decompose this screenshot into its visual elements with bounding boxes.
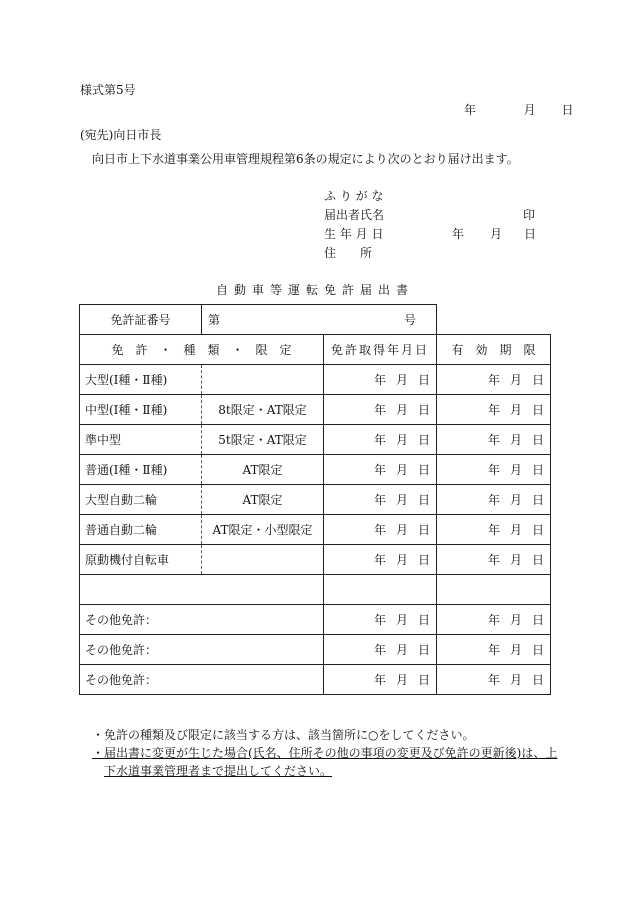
year-label: 年	[487, 643, 500, 657]
month-label: 月	[395, 523, 408, 537]
blank-valid-cell[interactable]	[437, 575, 551, 605]
license-row	[80, 545, 551, 575]
acquired-date-cell[interactable]	[324, 545, 437, 575]
other-license-label[interactable]: その他免許：	[80, 635, 324, 665]
month-label: 月	[395, 673, 408, 687]
license-type-cell: 大型自動二輪	[80, 485, 202, 515]
year-label: 年	[373, 673, 386, 687]
day-label: 日	[531, 403, 544, 417]
year-label: 年	[487, 523, 500, 537]
year-label: 年	[487, 613, 500, 627]
license-type-cell: 普通自動二輪	[80, 515, 202, 545]
acquired-date-cell[interactable]	[324, 485, 437, 515]
license-row	[80, 515, 551, 545]
year-label: 年	[373, 523, 386, 537]
note-1: ・免許の種類及び限定に該当する方は、該当箇所に○をしてください。	[92, 728, 475, 742]
day-label: 日	[531, 673, 544, 687]
day-label: 日	[531, 493, 544, 507]
license-type-cell: 原動機付自転車	[80, 545, 202, 575]
license-type-cell: 普通(Ⅰ種・Ⅱ種)	[80, 455, 202, 485]
year-label: 年	[487, 403, 500, 417]
acquired-date-cell[interactable]	[324, 515, 437, 545]
license-type-cell: 中型(Ⅰ種・Ⅱ種)	[80, 395, 202, 425]
header-row	[80, 335, 551, 365]
address-label: 住 所	[324, 246, 373, 260]
valid-until-cell[interactable]	[437, 365, 551, 395]
month-label: 月	[509, 463, 522, 477]
name-label: 届出者氏名	[324, 208, 385, 222]
month-label: 月	[509, 373, 522, 387]
acquired-date-cell[interactable]	[324, 605, 437, 635]
month-label: 月	[395, 463, 408, 477]
acquired-date-cell[interactable]	[324, 365, 437, 395]
seal-mark: 印	[523, 208, 536, 222]
month-label: 月	[509, 673, 522, 687]
blank-row	[80, 575, 551, 605]
other-license-row	[80, 635, 551, 665]
acquired-date-cell[interactable]	[324, 665, 437, 695]
birth-day-label: 日	[524, 227, 537, 241]
day-label: 日	[417, 613, 430, 627]
license-row	[80, 365, 551, 395]
date-year-label: 年	[464, 103, 477, 117]
day-label: 日	[531, 523, 544, 537]
day-label: 日	[417, 373, 430, 387]
valid-until-cell[interactable]	[437, 545, 551, 575]
year-label: 年	[373, 373, 386, 387]
month-label: 月	[395, 643, 408, 657]
date-month-label: 月	[523, 103, 536, 117]
acquired-date-cell[interactable]	[324, 455, 437, 485]
month-label: 月	[395, 613, 408, 627]
document-title: 自動車等運転免許届出書	[215, 283, 414, 297]
valid-until-cell[interactable]	[437, 455, 551, 485]
valid-until-cell[interactable]	[437, 515, 551, 545]
acquired-date-cell[interactable]	[324, 395, 437, 425]
month-label: 月	[509, 553, 522, 567]
notes	[92, 726, 557, 780]
license-number-suffix: 号	[403, 313, 416, 327]
blank-acquired-cell[interactable]	[324, 575, 437, 605]
license-row	[80, 455, 551, 485]
month-label: 月	[509, 433, 522, 447]
license-type-cell: 大型(Ⅰ種・Ⅱ種)	[80, 365, 202, 395]
month-label: 月	[395, 493, 408, 507]
year-label: 年	[373, 613, 386, 627]
year-label: 年	[373, 493, 386, 507]
day-label: 日	[417, 553, 430, 567]
license-limit-cell: 8t限定・AT限定	[202, 395, 324, 425]
day-label: 日	[417, 433, 430, 447]
intro-text: 向日市上下水道事業公用車管理規程第6条の規定により次のとおり届け出ます。	[92, 152, 519, 166]
day-label: 日	[531, 373, 544, 387]
other-license-row	[80, 605, 551, 635]
license-row	[80, 425, 551, 455]
day-label: 日	[531, 643, 544, 657]
license-limit-cell	[202, 545, 324, 575]
birth-month-label: 月	[490, 227, 503, 241]
year-label: 年	[487, 463, 500, 477]
license-table	[79, 304, 551, 695]
license-number-field[interactable]	[202, 305, 437, 335]
license-limit-cell	[202, 365, 324, 395]
month-label: 月	[509, 403, 522, 417]
day-label: 日	[417, 673, 430, 687]
valid-until-cell[interactable]	[437, 605, 551, 635]
other-license-row	[80, 665, 551, 695]
year-label: 年	[487, 433, 500, 447]
year-label: 年	[487, 493, 500, 507]
acquired-date-cell[interactable]	[324, 425, 437, 455]
day-label: 日	[531, 433, 544, 447]
year-label: 年	[373, 553, 386, 567]
birth-year-label: 年	[452, 227, 465, 241]
valid-until-cell[interactable]	[437, 635, 551, 665]
day-label: 日	[531, 613, 544, 627]
year-label: 年	[373, 643, 386, 657]
year-label: 年	[373, 433, 386, 447]
license-limit-cell: 5t限定・AT限定	[202, 425, 324, 455]
day-label: 日	[531, 463, 544, 477]
month-label: 月	[395, 433, 408, 447]
month-label: 月	[509, 613, 522, 627]
year-label: 年	[487, 553, 500, 567]
day-label: 日	[417, 403, 430, 417]
day-label: 日	[531, 553, 544, 567]
month-label: 月	[395, 403, 408, 417]
year-label: 年	[487, 373, 500, 387]
valid-until-cell[interactable]	[437, 425, 551, 455]
month-label: 月	[509, 643, 522, 657]
acquired-date-cell[interactable]	[324, 635, 437, 665]
other-license-label[interactable]: その他免許：	[80, 605, 324, 635]
month-label: 月	[509, 523, 522, 537]
date-day-label: 日	[561, 103, 574, 117]
blank-type-cell[interactable]	[80, 575, 324, 605]
month-label: 月	[395, 553, 408, 567]
year-label: 年	[487, 673, 500, 687]
license-limit-cell: AT限定	[202, 485, 324, 515]
day-label: 日	[417, 523, 430, 537]
license-limit-cell: AT限定	[202, 455, 324, 485]
license-type-cell: 準中型	[80, 425, 202, 455]
valid-until-cell[interactable]	[437, 485, 551, 515]
furigana-label: ふ り が な	[324, 189, 384, 203]
other-license-label[interactable]: その他免許：	[80, 665, 324, 695]
header-acquired-date: 免許取得年月日	[324, 335, 437, 365]
license-number-prefix: 第	[208, 313, 221, 327]
license-row	[80, 395, 551, 425]
month-label: 月	[509, 493, 522, 507]
addressee: (宛先)向日市長	[80, 128, 162, 142]
applicant-block	[324, 187, 554, 263]
license-number-label: 免許証番号	[80, 305, 202, 335]
valid-until-cell[interactable]	[437, 665, 551, 695]
license-row	[80, 485, 551, 515]
day-label: 日	[417, 463, 430, 477]
month-label: 月	[395, 373, 408, 387]
note-2-cont: 下水道事業管理者まで提出してください。	[104, 764, 333, 778]
birthdate-label: 生 年 月 日	[324, 227, 384, 241]
year-label: 年	[373, 403, 386, 417]
day-label: 日	[417, 493, 430, 507]
license-number-row	[80, 305, 551, 335]
note-2: ・届出書に変更が生じた場合(氏名、住所その他の事項の変更及び免許の更新後)は、上	[92, 746, 558, 760]
header-license-type: 免 許 ・ 種 類 ・ 限 定	[80, 335, 324, 365]
valid-until-cell[interactable]	[437, 395, 551, 425]
year-label: 年	[373, 463, 386, 477]
header-valid-until: 有 効 期 限	[437, 335, 551, 365]
license-limit-cell: AT限定・小型限定	[202, 515, 324, 545]
date-line	[464, 101, 574, 118]
day-label: 日	[417, 643, 430, 657]
form-number: 様式第5号	[80, 83, 136, 97]
